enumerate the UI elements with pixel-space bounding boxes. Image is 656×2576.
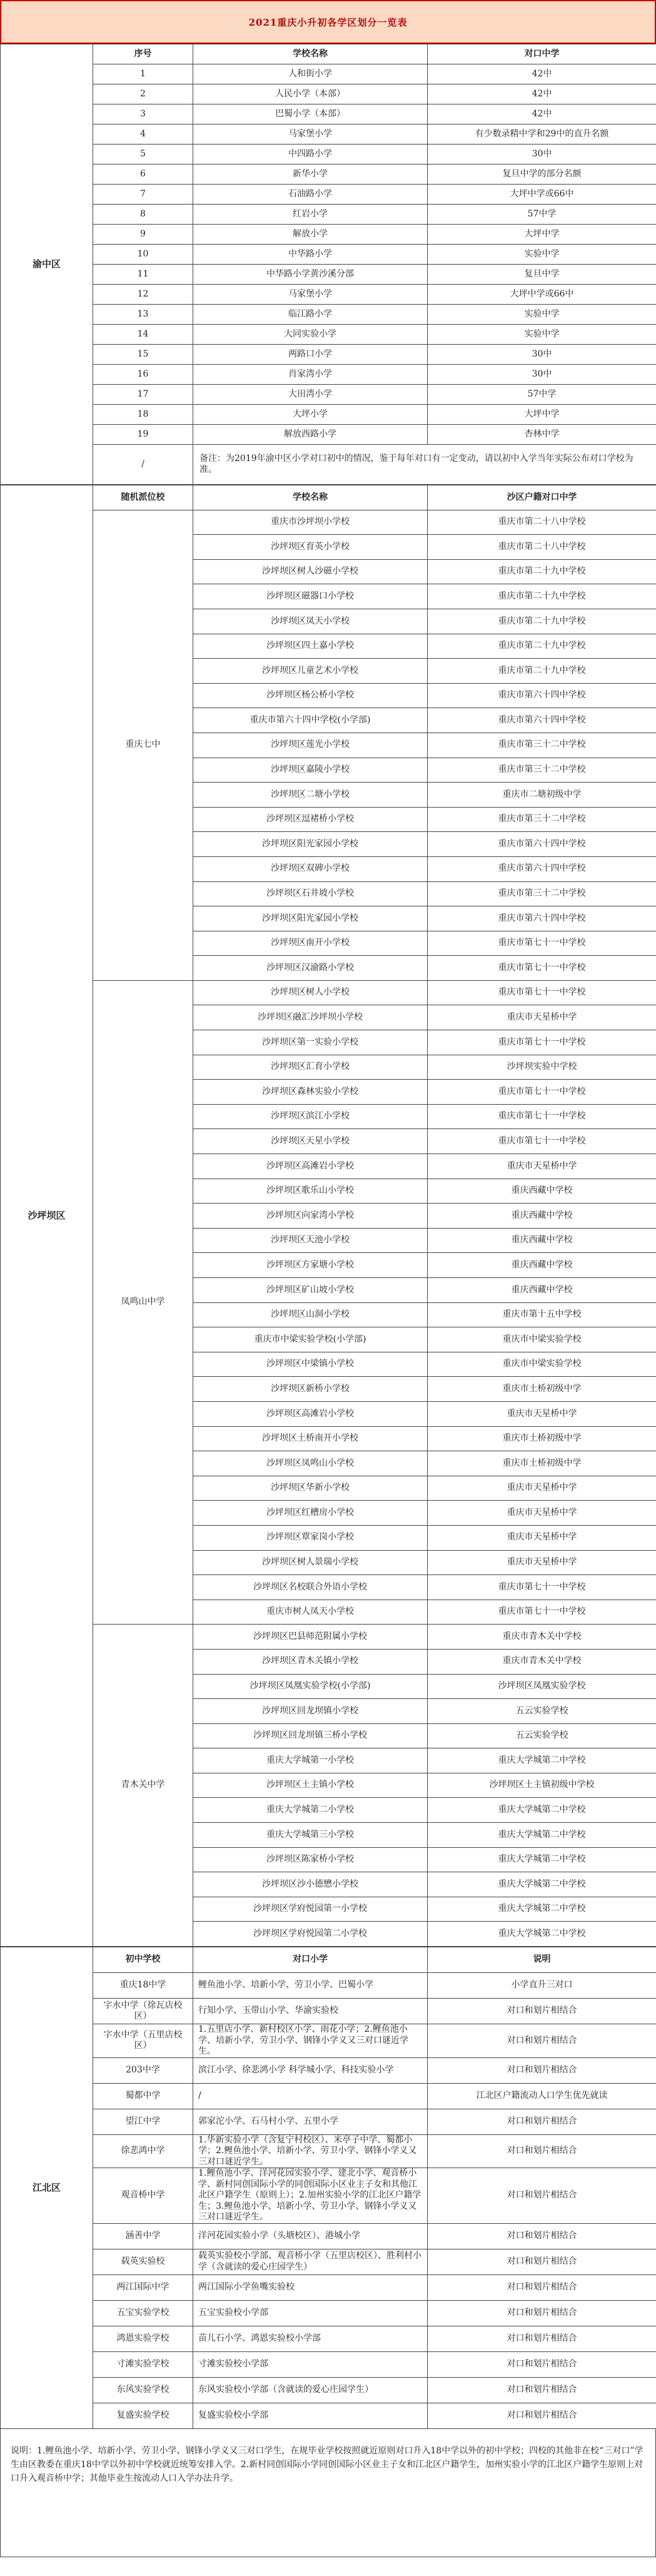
footnote: 说明：1.鲤鱼池小学、培新小学、劳卫小学、钢锋小学义又三对口学生，在规毕业学校按照就近原则对口升入18中学以外的初中学校；四校的其他非在校“三对口”学生由区教委在重庆18中学以外初中学校就近统筹安排入学。2.新村同创国际小学同创国际小区业主子女和江北区户籍学生，加州实验小学的江北区户籍学生原则上对口升入观音桥中学；其他毕业生按流动人口入学办法升学。 [0,2429,656,2557]
row-index: 3 [93,104,193,124]
school-name: 沙坪坝区阳光家园小学校 [193,832,428,857]
table-row [1,245,656,265]
school-name: 沙坪坝区巴县师范附属小学校 [193,1625,428,1650]
matched-middle-school: 重庆大学城第二中学校 [428,1847,656,1872]
column-header: 随机派位校 [93,485,193,510]
matched-primary-schools: 洋河花园实验小学（头塘校区）、港城小学 [193,2223,428,2249]
table-row [1,165,656,185]
school-name: 重庆大学城第二小学校 [193,1798,428,1823]
table-row [1,124,656,145]
school-name: 沙坪坝区土桥南开小学校 [193,1426,428,1451]
table-row [1,1625,656,1650]
school-name: 沙坪坝区华新小学校 [193,1476,428,1501]
table-row [1,345,656,365]
school-name: 两路口小学 [193,345,428,365]
matched-primary-schools: 鲤鱼池小学、培新小学、劳卫小学、巴蜀小学 [193,1973,428,1999]
school-name: 沙坪坝区滨江小学校 [193,1104,428,1129]
matched-primary-schools: 行知小学、玉带山小学、华渝实验校 [193,1999,428,2024]
matched-middle-school: 重庆大学城第二中学校 [428,1823,656,1848]
table-row [1,225,656,245]
matched-middle-school: 重庆市第二十八中学校 [428,535,656,560]
matched-middle-school: 重庆市天星桥中学 [428,1005,656,1030]
table-row [1,285,656,305]
matched-middle-school: 重庆西藏中学校 [428,1179,656,1204]
table-row [1,425,656,445]
explanation: 对口和划片相结合 [428,2274,656,2300]
school-name: 重庆大学城第一小学校 [193,1748,428,1773]
table-row [1,84,656,104]
district-label: 沙坪坝区 [1,485,93,1947]
school-name: 沙坪坝区学府悦园第二小学校 [193,1922,428,1947]
column-header: 学校名称 [193,485,428,510]
school-name: 沙坪坝区南开小学校 [193,931,428,956]
table-row [1,2300,656,2326]
school-name: 沙坪坝区名校联合外语小学校 [193,1575,428,1600]
table-row [1,2249,656,2274]
school-name: 沙坪坝区二塘小学校 [193,783,428,808]
middle-school: 重庆18中学 [93,1973,193,1999]
school-name: 沙坪坝区新桥小学校 [193,1377,428,1402]
school-name: 沙坪坝区树人沙磁小学校 [193,559,428,584]
school-name: 沙坪坝区嘉陵小学校 [193,758,428,783]
matched-middle-school: 重庆市第十五中学校 [428,1302,656,1327]
school-name: 沙坪坝区汇育小学校 [193,1055,428,1080]
school-name: 人民小学（本部） [193,84,428,104]
row-index: 19 [93,425,193,445]
matched-middle-school: 重庆市第二十九中学校 [428,659,656,684]
explanation: 对口和划片相结合 [428,1999,656,2024]
school-name: 沙坪坝区阳光家园小学校 [193,906,428,931]
school-name: 沙坪坝区森林实验小学校 [193,1080,428,1105]
matched-middle-school: 重庆市第二十九中学校 [428,609,656,634]
school-name: 沙坪坝区沙小德懋小学校 [193,1872,428,1897]
table-row [1,325,656,345]
matched-middle-school: 重庆市第二十八中学校 [428,510,656,535]
matched-middle-school: 重庆市第六十四中学校 [428,906,656,931]
row-index: 1 [93,64,193,84]
table-row [1,1999,656,2024]
school-name: 沙坪坝区汉渝路小学校 [193,956,428,981]
row-index: / [93,445,193,485]
school-name: 沙坪坝区中梁镇小学校 [193,1352,428,1377]
school-name: 沙坪坝区凤鸣山小学校 [193,1451,428,1476]
table-row [1,445,656,485]
table-row [1,104,656,124]
explanation: 对口和划片相结合 [428,2109,656,2134]
school-name: 中华路小学 [193,245,428,265]
table-row [1,2109,656,2134]
table-header-row [1,44,656,64]
note-text: 备注：为2019年渝中区小学对口初中的情况，鉴于每年对口有一定变动，请以初中入学当年实际公布对口学校为准。 [193,445,656,485]
table-header-row [1,1947,656,1973]
middle-school: 徐悲鸿中学 [93,2134,193,2168]
column-header: 初中学校 [93,1947,193,1973]
row-index: 13 [93,305,193,325]
matched-middle-school: 重庆市土桥初级中学 [428,1377,656,1402]
matched-middle-school: 重庆市第六十四中学校 [428,708,656,733]
matched-middle-school: 重庆市第三十二中学校 [428,733,656,758]
row-index: 10 [93,245,193,265]
matched-middle-school: 30中 [428,345,656,365]
matched-middle-school: 重庆大学城第二中学校 [428,1897,656,1922]
matched-primary-schools: 两江国际小学鱼嘴实验校 [193,2274,428,2300]
column-header: 序号 [93,44,193,64]
table-row [1,980,656,1005]
middle-school: 望江中学 [93,2109,193,2134]
table-row [1,2168,656,2224]
school-name: 沙坪坝区杨公桥小学校 [193,683,428,708]
matched-middle-school: 重庆市土桥初级中学 [428,1426,656,1451]
row-index: 7 [93,185,193,205]
matched-middle-school: 42中 [428,104,656,124]
matched-primary-schools: 1.华新实验小学（含复宁村校区）、米亭子中学、蜀都小学；2.鲤鱼池小学、培新小学、劳卫小学、钢锋小学义又三对口谜近学生。 [193,2134,428,2168]
column-header: 学校名称 [193,44,428,64]
table-row [1,185,656,205]
school-name: 重庆市第六十四中学校(小学部) [193,708,428,733]
table-row [1,2326,656,2351]
matched-middle-school: 有少数录精中学和29中的直升名额 [428,124,656,145]
table-row [1,510,656,535]
matched-middle-school: 30中 [428,365,656,385]
explanation: 对口和划片相结合 [428,2326,656,2351]
middle-school: 鸿恩实验学校 [93,2326,193,2351]
school-name: 重庆大学城第三小学校 [193,1823,428,1848]
school-name: 新华小学 [193,165,428,185]
row-index: 11 [93,265,193,285]
jiangbei-table [0,1947,656,2429]
yuzhong-table [0,44,656,485]
school-name: 大田湾小学 [193,385,428,405]
matched-primary-schools: 苗儿石小学、鸿恩实验校小学部 [193,2326,428,2351]
matched-middle-school: 57中学 [428,385,656,405]
matched-primary-schools: 1.五里店小学、新村校区小学、雨花小学；2.鲤鱼池小学、培新小学、劳卫小学、钢锋小学义又三对口谜近学生。 [193,2024,428,2058]
school-name: 临江路小学 [193,305,428,325]
table-row [1,2223,656,2249]
matched-primary-schools: 五宝实验校小学部 [193,2300,428,2326]
row-index: 18 [93,405,193,425]
shapingba-table [0,485,656,1947]
matched-middle-school: 重庆市天星桥中学 [428,1401,656,1426]
matched-middle-school: 重庆市第三十二中学校 [428,881,656,906]
matched-middle-school: 重庆市青木关中学校 [428,1625,656,1650]
matched-middle-school: 重庆市第六十四中学校 [428,832,656,857]
matched-middle-school: 重庆西藏中学校 [428,1278,656,1303]
matched-middle-school: 重庆市第七十一中学校 [428,1080,656,1105]
matched-primary-schools: 复盛实验校小学部 [193,2403,428,2428]
matched-middle-school: 30中 [428,145,656,165]
row-index: 17 [93,385,193,405]
matched-middle-school: 沙坪坝区凤凰实验学校 [428,1674,656,1699]
matched-middle-school: 重庆市天星桥中学 [428,1550,656,1575]
school-name: 重庆市沙坪坝小学校 [193,510,428,535]
matched-middle-school: 复旦中学 [428,265,656,285]
district-label: 渝中区 [1,44,93,485]
row-index: 4 [93,124,193,145]
school-name: 中华路小学黄沙溪分部 [193,265,428,285]
school-name: 沙坪坝区青木关镇小学校 [193,1649,428,1674]
school-name: 沙坪坝区凤天小学校 [193,609,428,634]
matched-middle-school: 重庆市中梁实验学校 [428,1352,656,1377]
matched-middle-school: 重庆市土桥初级中学 [428,1451,656,1476]
middle-school: 字水中学（徐瓦店校区） [93,1999,193,2024]
explanation: 对口和划片相结合 [428,2057,656,2083]
school-name: 沙坪坝区第一实验小学校 [193,1030,428,1055]
school-name: 马家堡小学 [193,285,428,305]
explanation: 对口和划片相结合 [428,2024,656,2058]
school-name: 中四路小学 [193,145,428,165]
page-title: 2021重庆小升初各学区划分一览表 [0,0,656,44]
middle-school: 观音桥中学 [93,2168,193,2224]
matched-middle-school: 重庆市第七十一中学校 [428,1129,656,1154]
school-name: 沙坪坝区回龙坝镇小学校 [193,1699,428,1724]
explanation: 对口和划片相结合 [428,2351,656,2377]
school-name: 重庆市树人凤天小学校 [193,1600,428,1625]
lottery-school: 青木关中学 [93,1625,193,1947]
matched-middle-school: 重庆市天星桥中学 [428,1501,656,1526]
matched-middle-school: 实验中学 [428,325,656,345]
table-row [1,405,656,425]
school-name: 沙坪坝区向家湾小学校 [193,1204,428,1229]
matched-middle-school: 重庆市第七十一中学校 [428,1600,656,1625]
matched-middle-school: 重庆市中梁实验学校 [428,1327,656,1352]
row-index: 16 [93,365,193,385]
school-name: 沙坪坝区陈家桥小学校 [193,1847,428,1872]
table-row [1,145,656,165]
matched-primary-schools: 滨江小学、徐悲鸿小学 科学城小学、科技实验小学 [193,2057,428,2083]
matched-middle-school: 重庆市第三十二中学校 [428,807,656,832]
explanation: 对口和划片相结合 [428,2300,656,2326]
matched-middle-school: 重庆市第七十一中学校 [428,1104,656,1129]
matched-middle-school: 重庆西藏中学校 [428,1204,656,1229]
matched-middle-school: 重庆西藏中学校 [428,1228,656,1253]
row-index: 15 [93,345,193,365]
matched-middle-school: 重庆市第七十一中学校 [428,980,656,1005]
matched-primary-schools: 载英实验校小学部、观音桥小学（五里店校区）、胜利村小学（含就读的爱心庄园学生） [193,2249,428,2274]
school-name: 沙坪坝区方家塘小学校 [193,1253,428,1278]
middle-school: 涵善中学 [93,2223,193,2249]
matched-middle-school: 重庆市青木关中学校 [428,1649,656,1674]
row-index: 12 [93,285,193,305]
middle-school: 寸滩实验学校 [93,2351,193,2377]
school-name: 肖家湾小学 [193,365,428,385]
table-row [1,385,656,405]
school-name: 沙坪坝区逗褚桥小学校 [193,807,428,832]
matched-middle-school: 重庆市第七十一中学校 [428,956,656,981]
school-name: 沙坪坝区回龙坝镇三桥小学校 [193,1723,428,1748]
matched-middle-school: 重庆大学城第二中学校 [428,1798,656,1823]
table-row [1,2377,656,2403]
matched-middle-school: 重庆市第六十四中学校 [428,856,656,881]
table-row [1,2134,656,2168]
table-row [1,2057,656,2083]
matched-middle-school: 沙坪坝区土主镇初级中学校 [428,1773,656,1798]
column-header: 说明 [428,1947,656,1973]
table-row [1,305,656,325]
matched-middle-school: 实验中学 [428,245,656,265]
middle-school: 两江国际中学 [93,2274,193,2300]
row-index: 8 [93,205,193,225]
matched-middle-school: 重庆大学城第二中学校 [428,1872,656,1897]
school-name: 红岩小学 [193,205,428,225]
matched-middle-school: 五云实验学校 [428,1723,656,1748]
school-name: 沙坪坝区融汇沙坪坝小学校 [193,1005,428,1030]
middle-school: 203中学 [93,2057,193,2083]
school-name: 人和街小学 [193,64,428,84]
middle-school: 东风实验学校 [93,2377,193,2403]
table-row [1,2024,656,2058]
school-name: 沙坪坝区天池小学校 [193,1228,428,1253]
school-name: 重庆市中梁实验学校(小学部) [193,1327,428,1352]
school-name: 沙坪坝区石井坡小学校 [193,881,428,906]
matched-middle-school: 沙坪坝实验中学校 [428,1055,656,1080]
row-index: 9 [93,225,193,245]
explanation: 江北区户籍流动人口学生优先就读 [428,2083,656,2109]
school-name: 沙坪坝区高滩岩小学校 [193,1401,428,1426]
column-header: 对口中学 [428,44,656,64]
school-name: 大坪小学 [193,405,428,425]
explanation: 对口和划片相结合 [428,2223,656,2249]
matched-middle-school: 重庆市天星桥中学 [428,1525,656,1550]
table-row [1,205,656,225]
district-label: 江北区 [1,1947,93,2429]
matched-middle-school: 大坪中学 [428,405,656,425]
table-row [1,2403,656,2428]
middle-school: 载英实验校 [93,2249,193,2274]
matched-primary-schools: 1.鲤鱼池小学、洋河花园实验小学、建北小学、观音桥小学、新村同创国际小学的同创国际小区业主子女和其他江北区户籍学生（原则上）；2.加州实验小学的江北区户籍学生；3.鲤鱼池小学、培新小学、劳卫小学、钢锋小学义又三对口谜近学生。 [193,2168,428,2224]
school-name: 沙坪坝区磁器口小学校 [193,584,428,609]
school-name: 大同实验小学 [193,325,428,345]
explanation: 对口和划片相结合 [428,2168,656,2224]
table-row [1,2274,656,2300]
column-header: 沙区户籍对口中学 [428,485,656,510]
school-name: 沙坪坝区育英小学校 [193,535,428,560]
school-name: 巴蜀小学（本部） [193,104,428,124]
middle-school: 蜀都中学 [93,2083,193,2109]
middle-school: 字水中学（五里店校区） [93,2024,193,2058]
matched-middle-school: 重庆市第三十二中学校 [428,758,656,783]
explanation: 对口和划片相结合 [428,2403,656,2428]
table-header-row [1,485,656,510]
middle-school: 复盛实验学校 [93,2403,193,2428]
row-index: 2 [93,84,193,104]
school-name: 石油路小学 [193,185,428,205]
matched-primary-schools: / [193,2083,428,2109]
matched-middle-school: 重庆市第二十九中学校 [428,584,656,609]
matched-middle-school: 重庆市第二十九中学校 [428,634,656,659]
school-name: 沙坪坝区山洞小学校 [193,1302,428,1327]
school-name: 沙坪坝区天星小学校 [193,1129,428,1154]
school-name: 沙坪坝区儿童艺术小学校 [193,659,428,684]
matched-middle-school: 重庆大学城第二中学校 [428,1748,656,1773]
matched-middle-school: 实验中学 [428,305,656,325]
row-index: 14 [93,325,193,345]
matched-middle-school: 重庆市天星桥中学 [428,1476,656,1501]
lottery-school: 凤鸣山中学 [93,980,193,1624]
matched-middle-school: 复旦中学的部分名额 [428,165,656,185]
lottery-school: 重庆七中 [93,510,193,980]
school-name: 沙坪坝区土主镇小学校 [193,1773,428,1798]
middle-school: 五宝实验学校 [93,2300,193,2326]
matched-middle-school: 重庆市第七十一中学校 [428,1030,656,1055]
school-name: 沙坪坝区高滩岩小学校 [193,1154,428,1179]
matched-middle-school: 重庆市第六十四中学校 [428,683,656,708]
matched-middle-school: 重庆市第七十一中学校 [428,931,656,956]
table-row [1,265,656,285]
school-name: 解放小学 [193,225,428,245]
matched-middle-school: 重庆西藏中学校 [428,1253,656,1278]
explanation: 对口和划片相结合 [428,2377,656,2403]
matched-middle-school: 大坪中学或66中 [428,285,656,305]
matched-middle-school: 大坪中学或66中 [428,185,656,205]
matched-middle-school: 大坪中学 [428,225,656,245]
explanation: 对口和划片相结合 [428,2134,656,2168]
school-name: 沙坪坝区树人景瑞小学校 [193,1550,428,1575]
school-name: 沙坪坝区学府悦园第一小学校 [193,1897,428,1922]
matched-primary-schools: 东风实验校小学部（含就读的爱心庄园学生） [193,2377,428,2403]
matched-middle-school: 五云实验学校 [428,1699,656,1724]
matched-middle-school: 重庆大学城第二中学校 [428,1922,656,1947]
explanation: 对口和划片相结合 [428,2249,656,2274]
school-name: 沙坪坝区莲光小学校 [193,733,428,758]
row-index: 6 [93,165,193,185]
school-name: 沙坪坝区矿山坡小学校 [193,1278,428,1303]
school-name: 沙坪坝区凤凰实验学校(小学部) [193,1674,428,1699]
matched-middle-school: 重庆市第七十一中学校 [428,1575,656,1600]
school-name: 沙坪坝区双碑小学校 [193,856,428,881]
table-row [1,64,656,84]
table-row [1,2083,656,2109]
school-name: 沙坪坝区歌乐山小学校 [193,1179,428,1204]
table-row [1,2351,656,2377]
school-name: 解放西路小学 [193,425,428,445]
matched-middle-school: 42中 [428,64,656,84]
matched-middle-school: 重庆市天星桥中学 [428,1154,656,1179]
row-index: 5 [93,145,193,165]
table-row [1,365,656,385]
matched-middle-school: 42中 [428,84,656,104]
matched-middle-school: 57中学 [428,205,656,225]
matched-middle-school: 重庆市二塘初级中学 [428,783,656,808]
explanation: 小学直升三对口 [428,1973,656,1999]
matched-middle-school: 重庆市第二十九中学校 [428,559,656,584]
school-name: 马家堡小学 [193,124,428,145]
school-name: 沙坪坝区覃家岗小学校 [193,1525,428,1550]
matched-primary-schools: 郭家沱小学、石马村小学、五里小学 [193,2109,428,2134]
matched-primary-schools: 寸滩实验校小学部 [193,2351,428,2377]
matched-middle-school: 杏林中学 [428,425,656,445]
table-row [1,1973,656,1999]
column-header: 对口小学 [193,1947,428,1973]
school-name: 沙坪坝区树人小学校 [193,980,428,1005]
school-name: 沙坪坝区红槽房小学校 [193,1501,428,1526]
school-name: 沙坪坝区四土嘉小学校 [193,634,428,659]
